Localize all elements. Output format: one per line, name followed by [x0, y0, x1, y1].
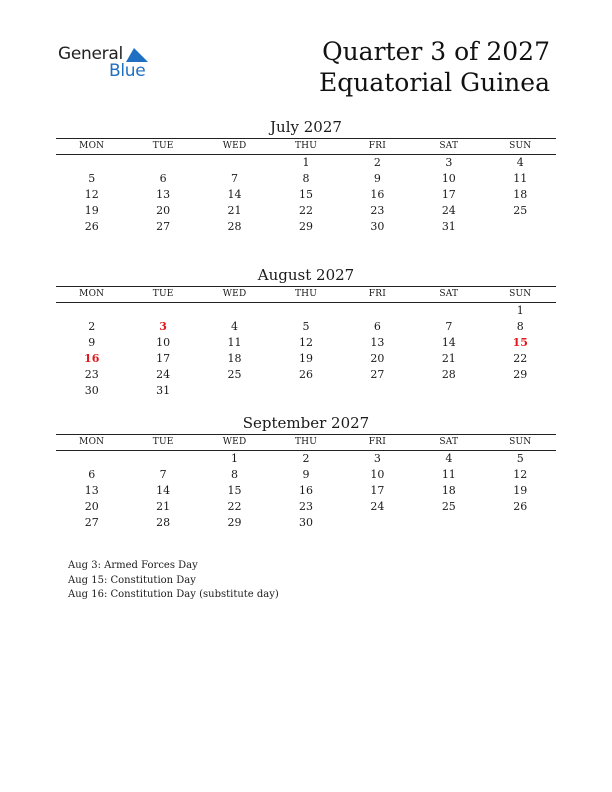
day-cell: [342, 515, 413, 531]
day-cell: 6: [373, 320, 381, 333]
weekday-header: TUE: [152, 289, 174, 299]
month-title: September 2027: [242, 414, 370, 432]
day-cell: 25: [227, 368, 242, 381]
holiday-note: Aug 15: Constitution Day: [68, 574, 196, 586]
day-cell: 18: [441, 484, 456, 497]
weekday-header: FRI: [368, 437, 386, 447]
week-row: [56, 219, 556, 235]
day-cell: 23: [298, 500, 313, 513]
day-cell: [413, 515, 484, 531]
day-cell: 14: [156, 484, 171, 497]
weekday-header: THU: [294, 289, 317, 299]
day-cell: [485, 515, 556, 531]
weekday-header: THU: [294, 437, 317, 447]
logo-triangle-icon: [126, 46, 148, 62]
week-row: [56, 171, 556, 187]
day-cell: 21: [156, 500, 171, 513]
day-cell: 8: [231, 468, 239, 481]
day-cell: 2: [373, 156, 381, 169]
day-cell: 24: [370, 500, 385, 513]
day-cell: 3: [373, 452, 381, 465]
weekday-header: WED: [222, 141, 247, 151]
day-cell: 3: [445, 156, 453, 169]
day-cell: 8: [516, 320, 524, 333]
day-cell: 28: [441, 368, 456, 381]
holiday-note: Aug 16: Constitution Day (substitute day): [68, 589, 279, 600]
day-cell: 22: [227, 500, 242, 513]
day-cell: [270, 383, 341, 399]
week-row: [56, 367, 556, 383]
day-cell: 29: [298, 220, 313, 233]
day-cell: [199, 383, 270, 399]
day-cell: 19: [84, 204, 99, 217]
day-cell: 12: [513, 468, 528, 481]
weekday-header: FRI: [368, 289, 386, 299]
day-cell: 31: [441, 220, 456, 233]
day-cell: 17: [370, 484, 385, 497]
day-cell: 7: [445, 320, 453, 333]
day-cell: 12: [84, 188, 99, 201]
day-cell: 9: [88, 336, 96, 349]
day-cell: 24: [156, 368, 171, 381]
title-country: Equatorial Guinea: [318, 68, 550, 97]
weekday-header: WED: [222, 437, 247, 447]
day-cell: 30: [84, 384, 99, 397]
day-cell: 13: [370, 336, 385, 349]
day-cell: 23: [370, 204, 385, 217]
day-cell: 1: [302, 156, 310, 169]
day-cell: 26: [513, 500, 528, 513]
day-cell: 16: [298, 484, 313, 497]
week-row: [56, 335, 556, 351]
day-cell: 1: [231, 452, 239, 465]
week-row: [56, 383, 556, 399]
weekday-header: SUN: [509, 289, 532, 299]
day-cell: 27: [156, 220, 171, 233]
day-cell: 4: [516, 156, 524, 169]
day-cell: [127, 155, 198, 171]
week-row: [56, 319, 556, 335]
weekday-header: SAT: [439, 141, 459, 151]
day-cell: [199, 155, 270, 171]
day-cell: 11: [513, 172, 528, 185]
day-cell: 4: [445, 452, 453, 465]
day-cell: [56, 303, 127, 319]
day-cell: 29: [513, 368, 528, 381]
day-cell: 13: [84, 484, 99, 497]
week-row: [56, 467, 556, 483]
day-cell: 11: [441, 468, 456, 481]
weekday-header-row: [56, 434, 556, 451]
week-row: [56, 483, 556, 499]
weekday-header: MON: [79, 437, 105, 447]
day-cell: 19: [298, 352, 313, 365]
month-july: [56, 117, 556, 235]
title-quarter: Quarter 3 of 2027: [322, 37, 550, 66]
weekday-header-row: [56, 286, 556, 303]
day-cell: 24: [441, 204, 456, 217]
day-cell: 23: [84, 368, 99, 381]
weekday-header: MON: [79, 289, 105, 299]
day-cell: 10: [156, 336, 171, 349]
day-cell: 19: [513, 484, 528, 497]
day-cell: [270, 303, 341, 319]
day-cell: 11: [227, 336, 242, 349]
weekday-header: SAT: [439, 437, 459, 447]
day-cell: 8: [302, 172, 310, 185]
day-cell: [485, 219, 556, 235]
weekday-header: MON: [79, 141, 105, 151]
day-cell: 28: [156, 516, 171, 529]
weekday-header: TUE: [152, 437, 174, 447]
day-cell: 30: [298, 516, 313, 529]
day-cell: 20: [84, 500, 99, 513]
weekday-header: SUN: [509, 437, 532, 447]
month-september: [56, 413, 556, 531]
day-cell: 21: [441, 352, 456, 365]
day-cell: 27: [370, 368, 385, 381]
holiday-day-cell: 3: [159, 320, 167, 333]
day-cell: 6: [88, 468, 96, 481]
weekday-header: THU: [294, 141, 317, 151]
day-cell: [342, 383, 413, 399]
day-cell: 25: [513, 204, 528, 217]
weekday-header: WED: [222, 289, 247, 299]
day-cell: 2: [302, 452, 310, 465]
logo: [58, 44, 158, 84]
day-cell: 10: [441, 172, 456, 185]
day-cell: 6: [159, 172, 167, 185]
day-cell: 1: [516, 304, 524, 317]
day-cell: 30: [370, 220, 385, 233]
week-row: [56, 203, 556, 219]
weekday-header: SAT: [439, 289, 459, 299]
holiday-note: Aug 3: Armed Forces Day: [68, 560, 198, 571]
day-cell: 26: [298, 368, 313, 381]
day-cell: 14: [227, 188, 242, 201]
day-cell: 26: [84, 220, 99, 233]
day-cell: 28: [227, 220, 242, 233]
day-cell: 4: [231, 320, 239, 333]
day-cell: 9: [373, 172, 381, 185]
holiday-day-cell: 15: [512, 336, 528, 349]
day-cell: 7: [231, 172, 239, 185]
week-row: [56, 499, 556, 515]
day-cell: 22: [513, 352, 528, 365]
day-cell: 31: [156, 384, 171, 397]
month-title: August 2027: [257, 266, 355, 284]
day-cell: [199, 303, 270, 319]
day-cell: 5: [302, 320, 310, 333]
week-row: [56, 451, 556, 467]
day-cell: 16: [370, 188, 385, 201]
day-cell: 20: [370, 352, 385, 365]
day-cell: 13: [156, 188, 171, 201]
day-cell: 15: [298, 188, 313, 201]
weekday-header: TUE: [152, 141, 174, 151]
day-cell: 27: [84, 516, 99, 529]
day-cell: 20: [156, 204, 171, 217]
day-cell: 7: [159, 468, 167, 481]
day-cell: 18: [227, 352, 242, 365]
day-cell: 14: [441, 336, 456, 349]
weekday-header-row: [56, 138, 556, 155]
day-cell: 10: [370, 468, 385, 481]
day-cell: [413, 303, 484, 319]
day-cell: 2: [88, 320, 96, 333]
day-cell: [56, 451, 127, 467]
day-cell: [56, 155, 127, 171]
day-cell: [127, 451, 198, 467]
day-cell: 17: [156, 352, 171, 365]
day-cell: 29: [227, 516, 242, 529]
day-cell: 17: [441, 188, 456, 201]
logo-general-text: General: [58, 44, 123, 64]
week-row: [56, 351, 556, 367]
month-title: July 2027: [270, 118, 342, 136]
day-cell: 12: [298, 336, 313, 349]
page-title: [319, 36, 550, 98]
day-cell: [485, 383, 556, 399]
day-cell: 5: [516, 452, 524, 465]
week-row: [56, 303, 556, 319]
day-cell: [127, 303, 198, 319]
weekday-header: FRI: [368, 141, 386, 151]
holiday-notes: [68, 559, 279, 603]
weekday-header: SUN: [509, 141, 532, 151]
day-cell: [342, 303, 413, 319]
day-cell: 9: [302, 468, 310, 481]
week-row: [56, 155, 556, 171]
day-cell: 22: [298, 204, 313, 217]
day-cell: 21: [227, 204, 242, 217]
week-row: [56, 515, 556, 531]
holiday-day-cell: 16: [84, 352, 100, 365]
day-cell: 25: [441, 500, 456, 513]
day-cell: 15: [227, 484, 242, 497]
day-cell: 5: [88, 172, 96, 185]
day-cell: 18: [513, 188, 528, 201]
week-row: [56, 187, 556, 203]
day-cell: [413, 383, 484, 399]
month-august: [56, 265, 556, 399]
logo-blue-text: Blue: [109, 61, 146, 81]
